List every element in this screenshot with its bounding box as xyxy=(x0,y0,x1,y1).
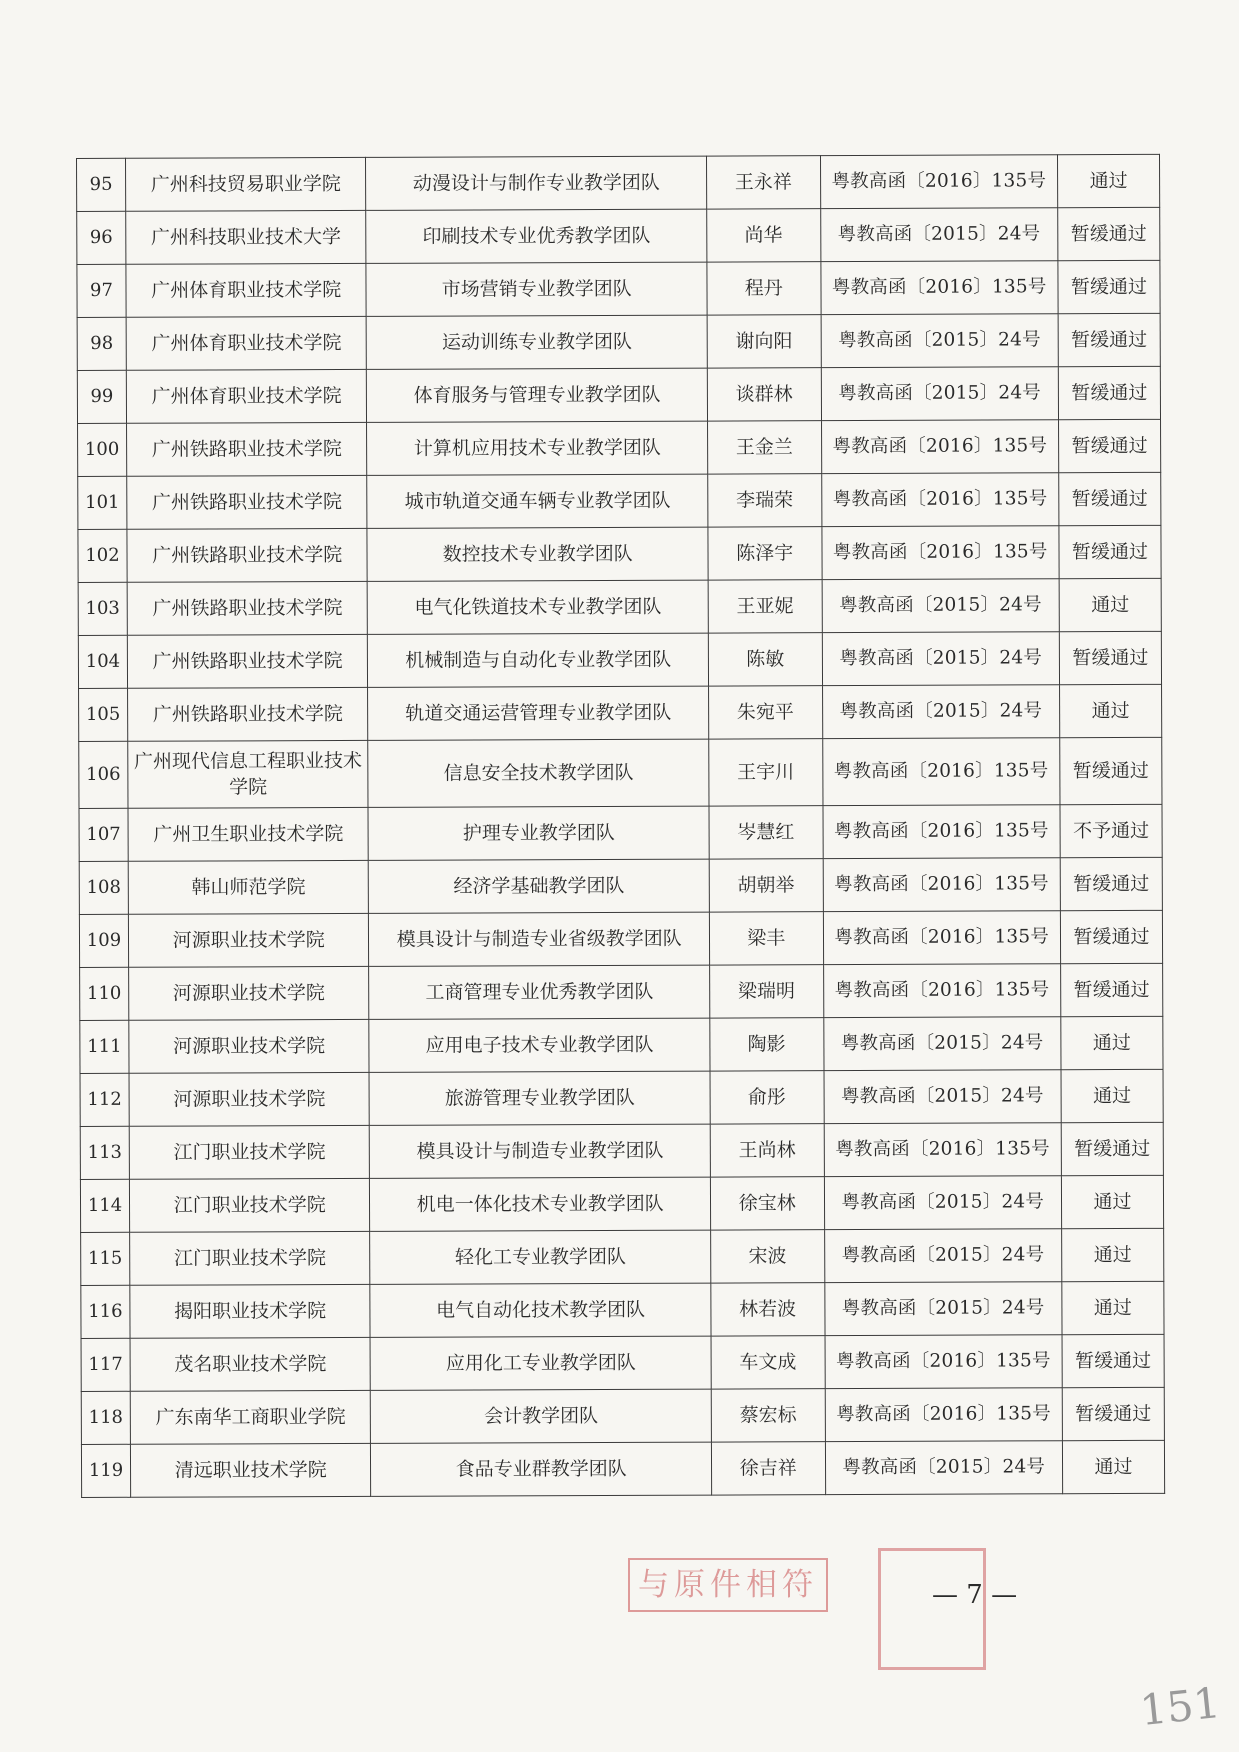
table-row xyxy=(79,857,1162,914)
document-number: 粤教高函〔2016〕135号 xyxy=(822,805,1060,859)
document-number: 粤教高函〔2015〕24号 xyxy=(822,685,1060,739)
team-name: 电气自动化技术教学团队 xyxy=(370,1283,711,1337)
team-leader: 王永祥 xyxy=(706,156,820,209)
team-name: 体育服务与管理专业教学团队 xyxy=(367,368,708,422)
row-number: 112 xyxy=(80,1073,129,1126)
review-result: 暂缓通过 xyxy=(1059,631,1161,684)
document-number: 粤教高函〔2016〕135号 xyxy=(823,858,1061,912)
team-name: 运动训练专业教学团队 xyxy=(367,315,708,369)
team-name: 印刷技术专业优秀教学团队 xyxy=(366,209,707,263)
row-number: 95 xyxy=(77,158,126,211)
team-leader: 程丹 xyxy=(707,262,821,315)
team-name: 机电一体化技术专业教学团队 xyxy=(370,1177,711,1231)
review-result: 暂缓通过 xyxy=(1058,419,1160,472)
team-leader: 徐宝林 xyxy=(710,1177,824,1230)
row-number: 107 xyxy=(79,808,128,861)
school-name: 广州卫生职业技术学院 xyxy=(128,807,369,861)
document-number: 粤教高函〔2016〕135号 xyxy=(820,155,1058,209)
team-name: 轨道交通运营管理专业教学团队 xyxy=(368,686,709,740)
review-result: 暂缓通过 xyxy=(1058,313,1160,366)
team-leader: 岑慧红 xyxy=(709,806,823,859)
review-result: 暂缓通过 xyxy=(1058,366,1160,419)
table-row xyxy=(79,684,1162,741)
team-leader: 陶影 xyxy=(710,1018,824,1071)
row-number: 104 xyxy=(78,635,127,688)
document-number: 粤教高函〔2015〕24号 xyxy=(825,1441,1063,1495)
review-result: 通过 xyxy=(1062,1228,1164,1281)
row-number: 113 xyxy=(80,1126,129,1179)
row-number: 108 xyxy=(79,861,128,914)
document-number: 粤教高函〔2016〕135号 xyxy=(824,1123,1062,1177)
table-row xyxy=(80,1122,1163,1179)
document-number: 粤教高函〔2015〕24号 xyxy=(822,579,1060,633)
team-name: 数控技术专业教学团队 xyxy=(367,527,708,581)
row-number: 119 xyxy=(81,1444,130,1497)
row-number: 111 xyxy=(80,1020,129,1073)
review-result: 通过 xyxy=(1059,684,1161,737)
review-result: 暂缓通过 xyxy=(1058,207,1160,260)
table-row xyxy=(81,1334,1164,1391)
review-result: 暂缓通过 xyxy=(1062,1334,1164,1387)
review-result: 通过 xyxy=(1059,578,1161,631)
school-name: 河源职业技术学院 xyxy=(129,966,370,1020)
table-row xyxy=(81,1228,1164,1285)
team-leader: 车文成 xyxy=(711,1336,825,1389)
document-number: 粤教高函〔2015〕24号 xyxy=(824,1229,1062,1283)
school-name: 茂名职业技术学院 xyxy=(130,1337,371,1391)
document-number: 粤教高函〔2016〕135号 xyxy=(825,1335,1063,1389)
review-result: 暂缓通过 xyxy=(1061,963,1163,1016)
team-name: 计算机应用技术专业教学团队 xyxy=(367,421,708,475)
row-number: 102 xyxy=(78,529,127,582)
school-name: 河源职业技术学院 xyxy=(129,1019,370,1073)
team-leader: 王亚妮 xyxy=(708,580,822,633)
team-leader: 朱宛平 xyxy=(709,686,823,739)
document-number: 粤教高函〔2016〕135号 xyxy=(825,1388,1063,1442)
review-result: 暂缓通过 xyxy=(1060,910,1162,963)
school-name: 广州铁路职业技术学院 xyxy=(127,475,368,529)
school-name: 广州体育职业技术学院 xyxy=(126,263,367,317)
review-result: 通过 xyxy=(1061,1175,1163,1228)
evaluation-table xyxy=(76,154,1165,1498)
row-number: 96 xyxy=(77,211,126,264)
school-name: 江门职业技术学院 xyxy=(130,1231,371,1285)
team-name: 模具设计与制造专业省级教学团队 xyxy=(369,912,710,966)
team-leader: 林若波 xyxy=(711,1283,825,1336)
team-name: 旅游管理专业教学团队 xyxy=(369,1071,710,1125)
table-row xyxy=(79,910,1162,967)
document-number: 粤教高函〔2016〕135号 xyxy=(823,911,1061,965)
team-leader: 尚华 xyxy=(707,209,821,262)
school-name: 河源职业技术学院 xyxy=(128,913,369,967)
table-row xyxy=(78,419,1161,476)
team-name: 城市轨道交通车辆专业教学团队 xyxy=(367,474,708,528)
document-number: 粤教高函〔2015〕24号 xyxy=(824,1070,1062,1124)
row-number: 103 xyxy=(78,582,127,635)
document-number: 粤教高函〔2016〕135号 xyxy=(821,420,1059,474)
table-row xyxy=(77,313,1160,370)
table-row xyxy=(78,631,1161,688)
table-row xyxy=(79,804,1162,861)
team-name: 工商管理专业优秀教学团队 xyxy=(369,965,710,1019)
team-leader: 王宇川 xyxy=(709,739,823,806)
school-name: 广州体育职业技术学院 xyxy=(126,369,367,423)
team-name: 会计教学团队 xyxy=(371,1389,712,1443)
document-number: 粤教高函〔2016〕135号 xyxy=(823,964,1061,1018)
school-name: 广州铁路职业技术学院 xyxy=(127,687,368,741)
document-number: 粤教高函〔2016〕135号 xyxy=(822,738,1060,806)
document-number: 粤教高函〔2015〕24号 xyxy=(824,1176,1062,1230)
document-number: 粤教高函〔2015〕24号 xyxy=(822,632,1060,686)
document-number: 粤教高函〔2015〕24号 xyxy=(821,314,1059,368)
school-name: 江门职业技术学院 xyxy=(129,1178,370,1232)
review-result: 暂缓通过 xyxy=(1058,260,1160,313)
table-row xyxy=(80,1175,1163,1232)
handwritten-note: 151 xyxy=(1137,1677,1223,1736)
review-result: 通过 xyxy=(1062,1440,1164,1493)
team-name: 机械制造与自动化专业教学团队 xyxy=(368,633,709,687)
review-result: 暂缓通过 xyxy=(1059,472,1161,525)
team-leader: 陈敏 xyxy=(708,633,822,686)
review-result: 暂缓通过 xyxy=(1059,525,1161,578)
table-row xyxy=(77,260,1160,317)
school-name: 江门职业技术学院 xyxy=(129,1125,370,1179)
row-number: 101 xyxy=(78,476,127,529)
table-row xyxy=(78,472,1161,529)
review-result: 暂缓通过 xyxy=(1061,1122,1163,1175)
team-name: 食品专业群教学团队 xyxy=(371,1442,712,1496)
row-number: 118 xyxy=(81,1391,130,1444)
row-number: 114 xyxy=(80,1179,129,1232)
table-row xyxy=(77,366,1160,423)
team-leader: 谈群林 xyxy=(707,368,821,421)
school-name: 广东南华工商职业学院 xyxy=(130,1390,371,1444)
team-name: 信息安全技术教学团队 xyxy=(368,739,709,807)
row-number: 115 xyxy=(81,1232,130,1285)
team-leader: 胡朝举 xyxy=(709,859,823,912)
row-number: 99 xyxy=(77,370,126,423)
row-number: 105 xyxy=(79,688,128,741)
team-leader: 梁丰 xyxy=(709,912,823,965)
school-name: 清远职业技术学院 xyxy=(130,1443,371,1497)
review-result: 暂缓通过 xyxy=(1060,737,1162,804)
team-name: 电气化铁道技术专业教学团队 xyxy=(368,580,709,634)
row-number: 116 xyxy=(81,1285,130,1338)
school-name: 广州铁路职业技术学院 xyxy=(126,422,367,476)
document-number: 粤教高函〔2016〕135号 xyxy=(820,261,1058,315)
row-number: 109 xyxy=(79,914,128,967)
team-name: 应用电子技术专业教学团队 xyxy=(369,1018,710,1072)
team-leader: 梁瑞明 xyxy=(710,965,824,1018)
review-result: 通过 xyxy=(1061,1069,1163,1122)
table-row xyxy=(78,525,1161,582)
team-name: 轻化工专业教学团队 xyxy=(370,1230,711,1284)
school-name: 广州铁路职业技术学院 xyxy=(127,634,368,688)
row-number: 97 xyxy=(77,264,126,317)
school-name: 广州体育职业技术学院 xyxy=(126,316,367,370)
row-number: 110 xyxy=(80,967,129,1020)
conformity-stamp: 与原件相符 xyxy=(628,1558,828,1612)
table-row xyxy=(77,154,1160,211)
team-name: 应用化工专业教学团队 xyxy=(371,1336,712,1390)
table-row xyxy=(81,1281,1164,1338)
review-result: 暂缓通过 xyxy=(1062,1387,1164,1440)
school-name: 广州铁路职业技术学院 xyxy=(127,528,368,582)
review-result: 不予通过 xyxy=(1060,804,1162,857)
table-row xyxy=(78,578,1161,635)
team-leader: 俞彤 xyxy=(710,1071,824,1124)
team-name: 动漫设计与制作专业教学团队 xyxy=(366,156,707,210)
row-number: 100 xyxy=(78,423,127,476)
school-name: 广州科技贸易职业学院 xyxy=(125,157,366,211)
school-name: 广州铁路职业技术学院 xyxy=(127,581,368,635)
team-leader: 王尚林 xyxy=(710,1124,824,1177)
document-number: 粤教高函〔2015〕24号 xyxy=(824,1282,1062,1336)
team-leader: 王金兰 xyxy=(708,421,822,474)
table-row xyxy=(80,1069,1163,1126)
page-number: — 7 — xyxy=(932,1580,1018,1610)
team-name: 模具设计与制造专业教学团队 xyxy=(370,1124,711,1178)
row-number: 106 xyxy=(79,741,128,808)
row-number: 117 xyxy=(81,1338,130,1391)
review-result: 通过 xyxy=(1062,1281,1164,1334)
table-row xyxy=(81,1440,1164,1497)
team-leader: 李瑞荣 xyxy=(708,474,822,527)
document-number: 粤教高函〔2015〕24号 xyxy=(821,367,1059,421)
row-number: 98 xyxy=(77,317,126,370)
team-name: 护理专业教学团队 xyxy=(368,806,709,860)
team-name: 市场营销专业教学团队 xyxy=(366,262,707,316)
school-name: 广州现代信息工程职业技术学院 xyxy=(128,740,369,808)
review-result: 通过 xyxy=(1061,1016,1163,1069)
team-leader: 谢向阳 xyxy=(707,315,821,368)
table-row xyxy=(79,737,1162,808)
school-name: 河源职业技术学院 xyxy=(129,1072,370,1126)
school-name: 韩山师范学院 xyxy=(128,860,369,914)
team-leader: 徐吉祥 xyxy=(711,1442,825,1495)
document-number: 粤教高函〔2015〕24号 xyxy=(823,1017,1061,1071)
school-name: 揭阳职业技术学院 xyxy=(130,1284,371,1338)
document-number: 粤教高函〔2016〕135号 xyxy=(821,526,1059,580)
document-number: 粤教高函〔2015〕24号 xyxy=(820,208,1058,262)
table-row xyxy=(80,963,1163,1020)
table-row xyxy=(81,1387,1164,1444)
team-name: 经济学基础教学团队 xyxy=(369,859,710,913)
team-leader: 宋波 xyxy=(711,1230,825,1283)
team-leader: 陈泽宇 xyxy=(708,527,822,580)
review-result: 暂缓通过 xyxy=(1060,857,1162,910)
review-result: 通过 xyxy=(1057,154,1159,207)
document-number: 粤教高函〔2016〕135号 xyxy=(821,473,1059,527)
team-leader: 蔡宏标 xyxy=(711,1389,825,1442)
school-name: 广州科技职业技术大学 xyxy=(126,210,367,264)
table-row xyxy=(80,1016,1163,1073)
table-row xyxy=(77,207,1160,264)
